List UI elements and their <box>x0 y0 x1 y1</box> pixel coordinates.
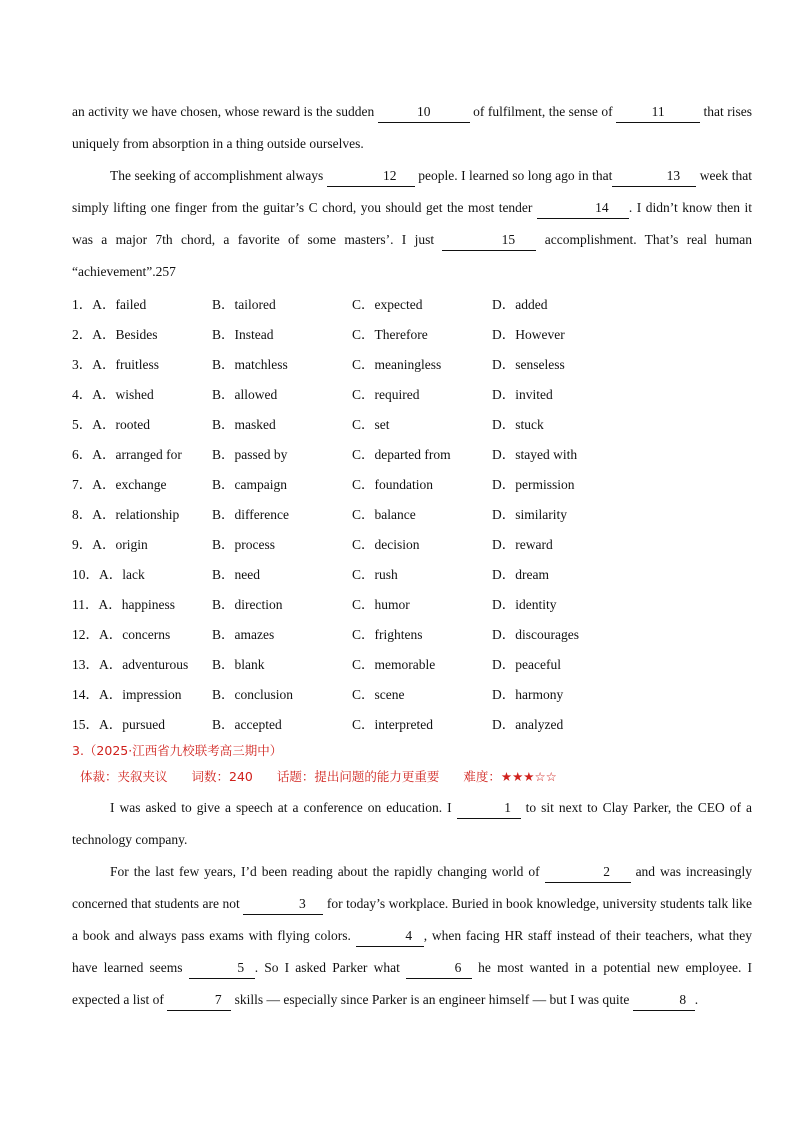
option-b <box>212 413 352 433</box>
passage-meta <box>72 762 752 792</box>
blank-15: 15 <box>442 230 536 251</box>
text-run: . I didn’t know then it was a major 7th chord, a favorite of some masters’. I just <box>72 200 752 247</box>
blank-12: 12 <box>327 166 415 187</box>
option-text: C．required <box>352 387 420 402</box>
blank-6: 6 <box>406 958 472 979</box>
option-c <box>352 293 492 313</box>
option-text: A．Besides <box>92 327 158 342</box>
option-a <box>72 653 212 673</box>
option-text: B．difference <box>212 507 289 522</box>
option-d <box>492 683 632 703</box>
option-text: D．harmony <box>492 687 564 702</box>
option-b <box>212 473 352 493</box>
option-b <box>212 683 352 703</box>
option-text: D．added <box>492 297 548 312</box>
option-d <box>492 293 632 313</box>
option-b <box>212 293 352 313</box>
option-row <box>72 468 752 498</box>
option-c <box>352 503 492 523</box>
question-number: 3． <box>72 357 93 372</box>
question-number: 11． <box>72 597 99 612</box>
option-text: C．expected <box>352 297 423 312</box>
option-text: A．relationship <box>92 507 180 522</box>
option-text: C．scene <box>352 687 405 702</box>
option-row <box>72 408 752 438</box>
option-text: B．amazes <box>212 627 275 642</box>
option-b <box>212 653 352 673</box>
blank-1: 1 <box>457 798 521 819</box>
option-text: B．process <box>212 537 275 552</box>
text-run: The seeking of accomplishment always <box>110 168 327 183</box>
option-a <box>72 293 212 313</box>
option-b <box>212 623 352 643</box>
text-run: that rises uniquely from absorption in a thing outside ourselves. <box>72 104 752 151</box>
option-text: D．analyzed <box>492 717 564 732</box>
option-a <box>72 473 212 493</box>
option-text: D．similarity <box>492 507 567 522</box>
option-text: D．stayed with <box>492 447 578 462</box>
option-a <box>72 533 212 553</box>
option-b <box>212 323 352 343</box>
blank-2: 2 <box>545 862 631 883</box>
option-b <box>212 533 352 553</box>
option-a <box>72 623 212 643</box>
option-text: A．lack <box>99 567 145 582</box>
option-text: A．rooted <box>92 417 150 432</box>
option-a <box>72 683 212 703</box>
text-run: of fulfilment, the sense of <box>469 104 617 119</box>
question-number: 1． <box>72 297 93 312</box>
option-text: A．wished <box>92 387 154 402</box>
option-b <box>212 563 352 583</box>
blank-10: 10 <box>378 102 470 123</box>
option-d <box>492 383 632 403</box>
option-text: D．discourages <box>492 627 579 642</box>
option-text: A．impression <box>99 687 182 702</box>
text-run: week that simply lifting one finger from the guitar’s C chord, you should get the most tender <box>72 168 753 215</box>
text-run: an activity we have chosen, whose reward is the sudden <box>72 104 378 119</box>
option-d <box>492 503 632 523</box>
option-text: C．decision <box>352 537 420 552</box>
option-text: B．campaign <box>212 477 287 492</box>
option-c <box>352 713 492 733</box>
option-row <box>72 618 752 648</box>
passage3-paragraph2 <box>72 856 752 1016</box>
option-row <box>72 678 752 708</box>
option-c <box>352 563 492 583</box>
option-d <box>492 323 632 343</box>
option-text: B．direction <box>212 597 283 612</box>
difficulty-label: 难度： <box>463 769 501 784</box>
option-text: C．memorable <box>352 657 436 672</box>
option-row <box>72 378 752 408</box>
blank-13: 13 <box>612 166 696 187</box>
question-number: 9． <box>72 537 93 552</box>
option-text: C．balance <box>352 507 416 522</box>
option-row <box>72 288 752 318</box>
option-text: A．adventurous <box>99 657 189 672</box>
option-text: B．masked <box>212 417 276 432</box>
option-text: D．invited <box>492 387 553 402</box>
question-number: 10． <box>72 567 99 582</box>
option-c <box>352 413 492 433</box>
option-d <box>492 713 632 733</box>
option-d <box>492 653 632 673</box>
question-number: 6． <box>72 447 93 462</box>
option-row <box>72 498 752 528</box>
option-text: A．fruitless <box>92 357 159 372</box>
option-c <box>352 323 492 343</box>
option-c <box>352 623 492 643</box>
option-row <box>72 708 752 738</box>
question-number: 2． <box>72 327 93 342</box>
question-number: 15． <box>72 717 99 732</box>
option-text: A．happiness <box>98 597 175 612</box>
blank-14: 14 <box>537 198 629 219</box>
text-run: For the last few years, I’d been reading about the rapidly changing world of <box>110 864 545 879</box>
option-text: C．humor <box>352 597 410 612</box>
option-d <box>492 443 632 463</box>
option-text: A．arranged for <box>92 447 182 462</box>
option-text: D．dream <box>492 567 549 582</box>
option-c <box>352 653 492 673</box>
question-number: 5． <box>72 417 93 432</box>
question-number: 4． <box>72 387 93 402</box>
text-run: skills — especially since Parker is an engineer himself — but I was quite <box>231 992 633 1007</box>
passage3-paragraph1 <box>72 792 752 856</box>
option-a <box>72 593 212 613</box>
text-run: , when facing HR staff instead of their teachers, what they have learned seems <box>72 928 752 975</box>
option-text: C．Therefore <box>352 327 428 342</box>
option-c <box>352 353 492 373</box>
option-row <box>72 558 752 588</box>
option-list <box>72 288 752 738</box>
question-number: 7． <box>72 477 93 492</box>
blank-3: 3 <box>243 894 323 915</box>
option-a <box>72 503 212 523</box>
blank-8: 8 <box>633 990 695 1011</box>
option-c <box>352 593 492 613</box>
option-a <box>72 413 212 433</box>
wordcount-label: 词数：240 <box>191 769 253 784</box>
option-text: C．meaningless <box>352 357 442 372</box>
passage1-paragraph2 <box>72 160 752 288</box>
option-c <box>352 683 492 703</box>
option-text: B．allowed <box>212 387 278 402</box>
difficulty-stars: ★★★☆☆ <box>500 769 557 784</box>
option-c <box>352 473 492 493</box>
option-d <box>492 533 632 553</box>
option-text: D．stuck <box>492 417 544 432</box>
option-row <box>72 588 752 618</box>
option-text: D．identity <box>492 597 557 612</box>
option-d <box>492 563 632 583</box>
option-b <box>212 443 352 463</box>
option-d <box>492 473 632 493</box>
option-row <box>72 648 752 678</box>
text-run: he most wanted in a potential new employee. I expected a list of <box>72 960 752 1007</box>
text-run: . So I asked Parker what <box>254 960 406 975</box>
question-source: 3.（2025·江西省九校联考高三期中） <box>72 743 283 758</box>
option-text: C．set <box>352 417 390 432</box>
option-b <box>212 503 352 523</box>
option-b <box>212 593 352 613</box>
text-run: I was asked to give a speech at a conference on education. I <box>110 800 457 815</box>
question-number: 12． <box>72 627 99 642</box>
option-row <box>72 318 752 348</box>
question-number: 13． <box>72 657 99 672</box>
text-run: accomplishment. That’s real human “achievement”.257 <box>72 232 752 279</box>
option-text: C．interpreted <box>352 717 433 732</box>
text-run: . <box>694 992 699 1007</box>
option-text: C．rush <box>352 567 398 582</box>
option-text: B．accepted <box>212 717 282 732</box>
option-d <box>492 353 632 373</box>
option-row <box>72 348 752 378</box>
option-a <box>72 383 212 403</box>
option-b <box>212 353 352 373</box>
option-d <box>492 593 632 613</box>
text-run: people. I learned so long ago in that <box>414 168 613 183</box>
option-text: A．failed <box>92 297 147 312</box>
option-text: D．permission <box>492 477 575 492</box>
option-d <box>492 413 632 433</box>
blank-11: 11 <box>616 102 700 123</box>
option-b <box>212 713 352 733</box>
option-text: A．origin <box>92 537 148 552</box>
option-text: D．peaceful <box>492 657 561 672</box>
document-page <box>72 96 752 1016</box>
option-text: A．exchange <box>92 477 167 492</box>
option-c <box>352 383 492 403</box>
option-text: C．departed from <box>352 447 451 462</box>
option-text: B．matchless <box>212 357 288 372</box>
option-text: B．need <box>212 567 260 582</box>
option-row <box>72 528 752 558</box>
option-b <box>212 383 352 403</box>
option-text: C．foundation <box>352 477 433 492</box>
topic-label: 话题：提出问题的能力更重要 <box>276 769 440 784</box>
option-text: B．tailored <box>212 297 276 312</box>
option-text: B．conclusion <box>212 687 293 702</box>
question-number: 8． <box>72 507 93 522</box>
blank-5: 5 <box>189 958 255 979</box>
option-a <box>72 443 212 463</box>
blank-4: 4 <box>356 926 424 947</box>
option-text: B．Instead <box>212 327 274 342</box>
genre-label: 体裁：夹叙夹议 <box>80 769 168 784</box>
option-a <box>72 353 212 373</box>
option-text: D．senseless <box>492 357 565 372</box>
option-text: A．concerns <box>99 627 171 642</box>
option-d <box>492 623 632 643</box>
question-number: 14． <box>72 687 99 702</box>
passage1-paragraph1 <box>72 96 752 160</box>
option-text: B．passed by <box>212 447 288 462</box>
option-a <box>72 713 212 733</box>
option-c <box>352 443 492 463</box>
option-text: A．pursued <box>99 717 165 732</box>
option-text: D．However <box>492 327 565 342</box>
text-run: and was increasingly concerned that students are not <box>72 864 753 911</box>
option-text: C．frightens <box>352 627 423 642</box>
option-row <box>72 438 752 468</box>
option-a <box>72 323 212 343</box>
blank-7: 7 <box>167 990 231 1011</box>
text-run: to sit next to Clay Parker, the CEO of a technology company. <box>72 800 752 847</box>
text-run: for today’s workplace. Buried in book knowledge, university students talk like a book and always pass exams with flying colors. <box>72 896 752 943</box>
option-text: D．reward <box>492 537 553 552</box>
option-text: B．blank <box>212 657 265 672</box>
option-a <box>72 563 212 583</box>
option-c <box>352 533 492 553</box>
